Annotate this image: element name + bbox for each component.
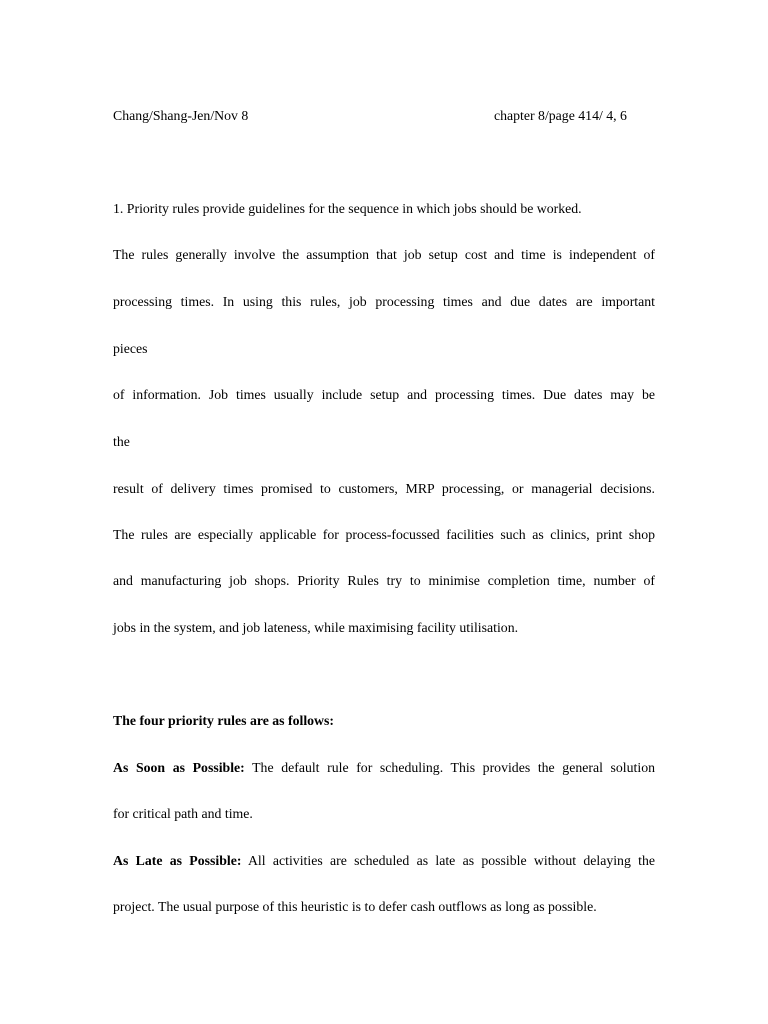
rule-text-continued: project. The usual purpose of this heuristic is to defer cash outflows as long as possible. (113, 899, 597, 914)
paragraph-line: The rules generally involve the assumption that job setup cost and time is independent of (113, 247, 655, 262)
rules-heading: The four priority rules are as follows: (113, 713, 334, 728)
rule-text: The default rule for scheduling. This provides the general solution (244, 760, 655, 775)
rule-text: All activities are scheduled as late as possible without delaying the (241, 853, 656, 868)
rule-text-continued: for critical path and time. (113, 806, 253, 821)
paragraph-line: The rules are especially applicable for process-focussed facilities such as clinics, print shop (113, 527, 655, 542)
paragraph-line: pieces (113, 341, 148, 356)
paragraph-line: result of delivery times promised to customers, MRP processing, or managerial decisions. (113, 481, 655, 496)
paragraph-line: and manufacturing job shops. Priority Rules try to minimise completion time, number of (113, 573, 655, 588)
paragraph-line: the (113, 434, 130, 449)
paragraph-line: jobs in the system, and job lateness, while maximising facility utilisation. (113, 620, 519, 635)
paragraph-line: 1. Priority rules provide guidelines for the sequence in which jobs should be worked. (113, 201, 582, 216)
rule-item (113, 852, 655, 870)
header-author: Chang/Shang-Jen/Nov 8 (113, 108, 249, 123)
header-reference: chapter 8/page 414/ 4, 6 (494, 108, 627, 123)
rule-label: As Late as Possible: (113, 853, 242, 868)
rule-label: As Soon as Possible: (113, 760, 245, 775)
rule-item (113, 759, 655, 777)
paragraph-line: processing times. In using this rules, job processing times and due dates are important (113, 294, 655, 309)
paragraph-line: of information. Job times usually include setup and processing times. Due dates may be (113, 387, 655, 402)
